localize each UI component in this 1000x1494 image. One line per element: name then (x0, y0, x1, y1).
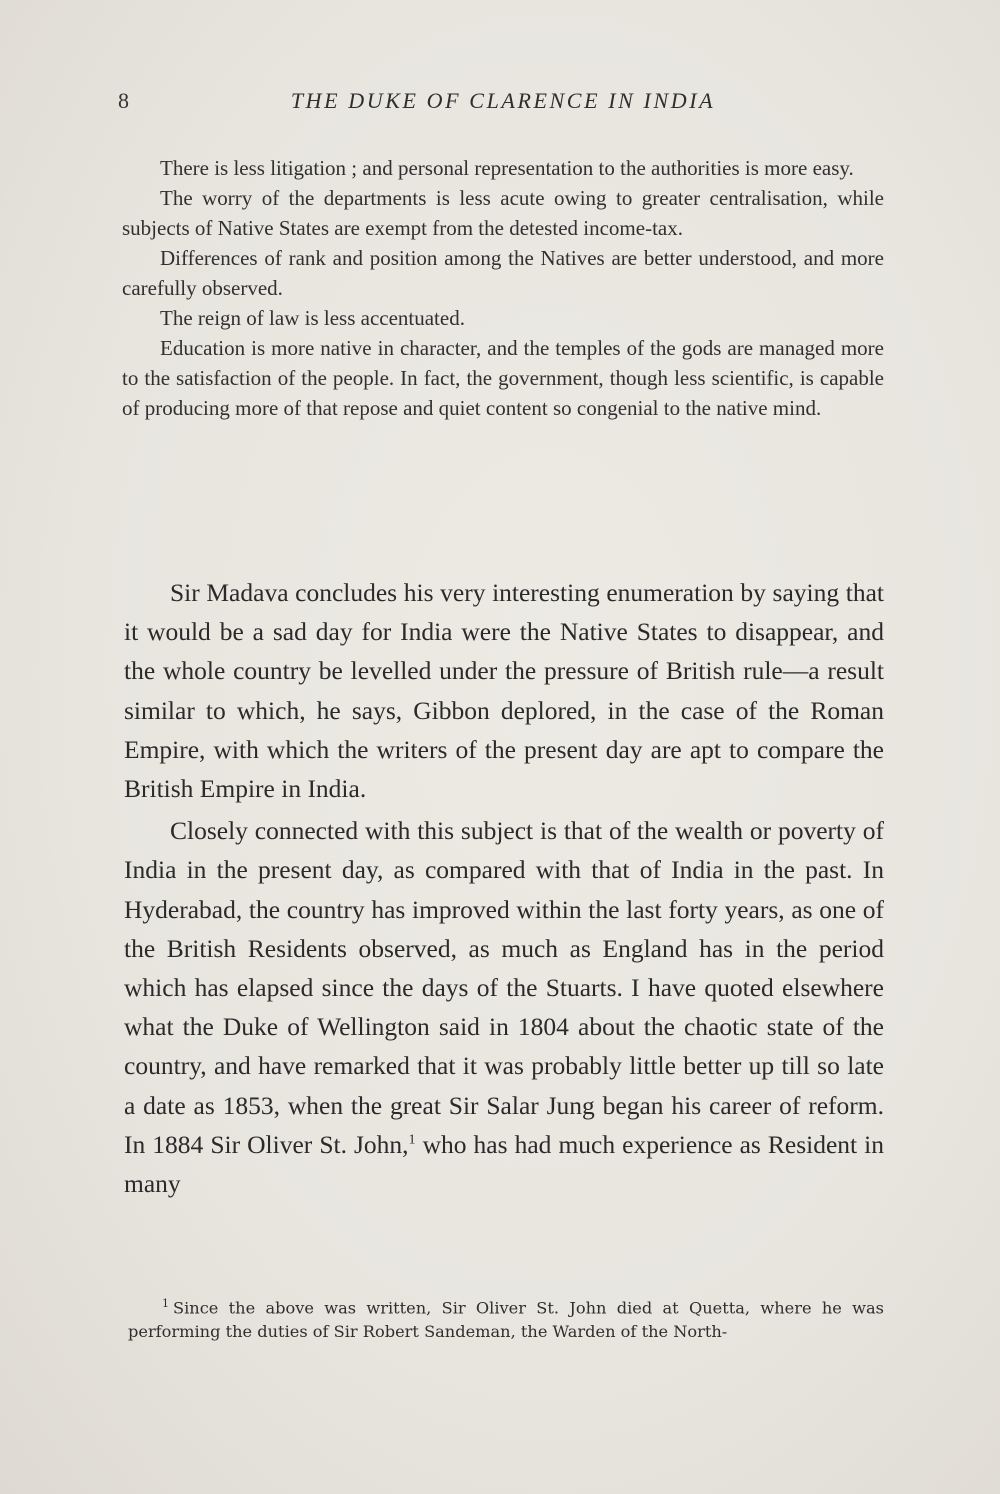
footnote-reference: 1 (408, 1132, 416, 1148)
footnote-mark: 1 (162, 1297, 169, 1310)
running-title: THE DUKE OF CLARENCE IN INDIA (290, 88, 716, 113)
extract-paragraph: Differences of rank and position among the Natives are better understood, and more carefully observed. (122, 246, 884, 300)
footnote-text: Since the above was written, Sir Oliver St. John died at Quetta, where he was performing the duties of Sir Robert Sandeman, the Warden of the North- (128, 1298, 884, 1342)
body-paragraph (124, 811, 884, 1203)
extract-paragraph: There is less litigation ; and personal representation to the authorities is more easy. (160, 156, 854, 180)
extract-paragraph: The worry of the departments is less acute owing to greater centralisation, while subjects of Native States are exempt from the detested income-tax. (122, 186, 884, 240)
extract-paragraph: Education is more native in character, and the temples of the gods are managed more to the satisfaction of the people. In fact, the government, though less scientific, is capable of producing more of that repose and quiet content so congenial to the native mind. (122, 336, 884, 420)
body-paragraph-text: Closely connected with this subject is that of the wealth or poverty of India in the present day, as compared with that of India in the past. In Hyderabad, the country has improved within the last forty years, as one of the British Residents observed, as much as England has in the period which has elapsed since the days of the Stuarts. I have quoted elsewhere what the Duke of Wellington said in 1804 about the chaotic state of the country, and have remarked that it was probably little better up till so late a date as 1853, when the great Sir Salar Jung began his career of reform. In 1884 Sir Oliver St. John, (124, 816, 884, 1159)
body-paragraph: Sir Madava concludes his very interesting enumeration by saying that it would be a sad day for India were the Native States to disappear, and the whole country be levelled under the pressure of British rule—a result similar to which, he says, Gibbon deplored, in the case of the Roman Empire, with which the writers of the present day are apt to compare the British Empire in India. (124, 578, 884, 804)
extract-paragraph: The reign of law is less accentuated. (160, 306, 465, 330)
body-paragraph-text-continued: who has had much experience as Resident in many (124, 1129, 884, 1199)
main-body (124, 573, 884, 1206)
footnote (128, 1292, 884, 1344)
page-header (118, 88, 888, 118)
quoted-extract (122, 153, 884, 423)
page-number: 8 (118, 88, 129, 113)
